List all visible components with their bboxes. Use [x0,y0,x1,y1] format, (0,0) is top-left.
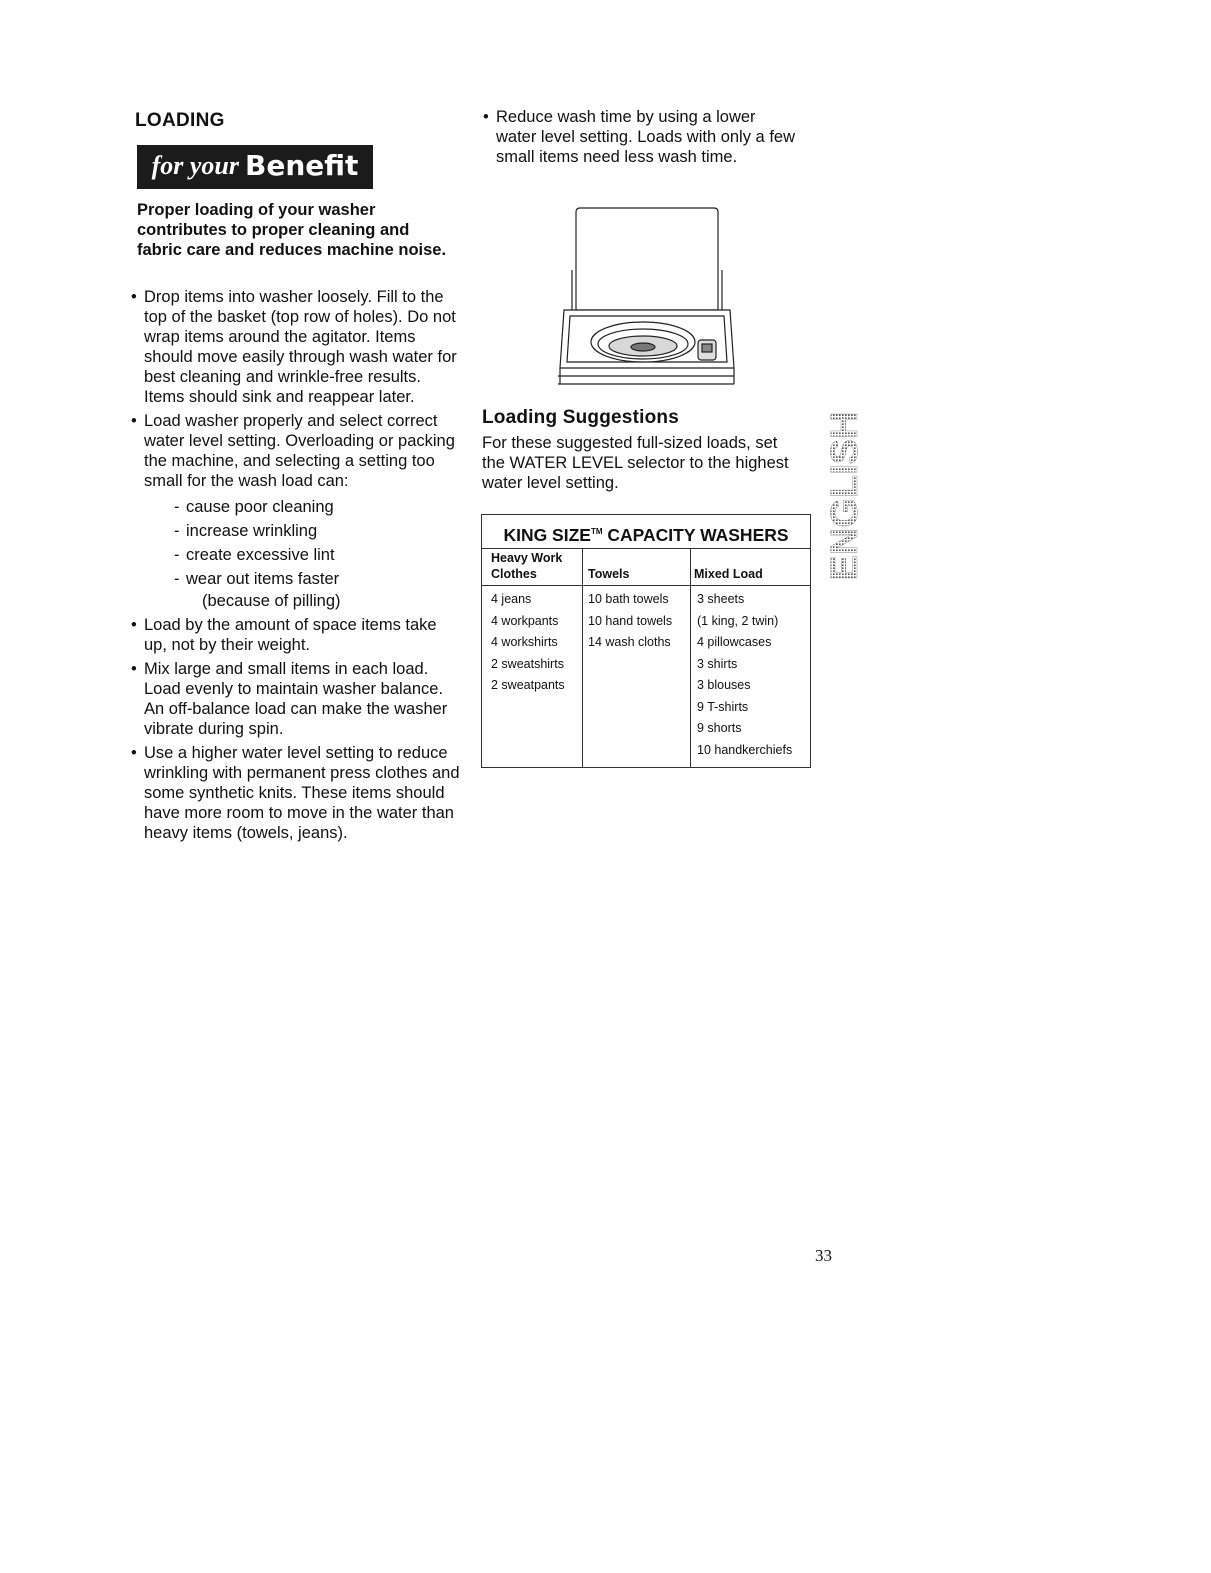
list-item: 2 sweatshirts [491,656,564,671]
effect-lint: - create excessive lint [144,543,463,567]
page-number: 33 [815,1246,832,1265]
overload-effects-list [144,495,463,611]
tip-reduce-wash-time [480,107,800,171]
table-title-king-size: KING SIZE [503,525,591,545]
list-item: 10 bath towels [588,592,669,606]
list-item: 4 workshirts [491,635,558,649]
effect-wear-out-text: wear out items faster [186,570,340,588]
column-header-heavy-work-clothes [491,550,562,582]
list-item: (1 king, 2 twin) [697,613,779,628]
list-item: 4 pillowcases [697,635,772,649]
list-item: 4 jeans [491,592,532,606]
tip-drop-loosely: • Drop items into washer loosely. Fill to the top of the basket (top row of holes). Do not wrap items around the agitator. Items should move easily through wash water for best cleaning and wrinkle-free results. Items should sink and reappear later. [128,287,463,407]
effect-wear-out-note: (because of pilling) [202,592,341,610]
list-item: 14 wash cloths [588,635,671,649]
column-header-line: Heavy Work [491,551,563,565]
washer-open-lid-image [548,200,738,390]
table-title [482,515,810,549]
list-item: 10 handkerchiefs [697,742,793,757]
tip-reduce-wash-time-text: • Reduce wash time by using a lower water level setting. Loads with only a few small items need less wash time. [480,107,800,167]
badge-benefit-text: Benefit [245,149,359,182]
capacity-table [481,514,811,768]
language-side-tab [821,410,865,582]
list-item: 9 T-shirts [697,699,749,714]
tip-mix-items: • Mix large and small items in each load. Load evenly to maintain washer balance. An off-balance load can make the washer vibrate during spin. [128,659,463,739]
trademark-symbol: TM [590,527,603,536]
column-divider [690,548,691,767]
column-header-mixed-load: Mixed Load [694,567,763,581]
benefit-intro: Proper loading of your washer contributes to proper cleaning and fabric care and reduces machine noise. [137,201,447,259]
section-heading-loading: LOADING [135,110,225,131]
list-item: 4 workpants [491,613,559,628]
section-heading-loading-suggestions: Loading Suggestions [482,407,679,428]
table-title-rest: CAPACITY WASHERS [602,525,789,545]
column-header-line: Clothes [491,567,537,581]
towels-list [588,589,672,654]
tip-higher-water-level: • Use a higher water level setting to reduce wrinkling with permanent press clothes and some synthetic knits. These items should have more room to move in the water than heavy items (towels, jeans). [128,743,463,843]
list-item: 10 hand towels [588,613,673,628]
for-your-benefit-badge [137,145,373,189]
list-item: 2 sweatpants [491,678,565,692]
english-tab-graphic [821,410,865,582]
loading-suggestions-text: For these suggested full-sized loads, set the WATER LEVEL selector to the highest water level setting. [482,434,789,492]
column-divider [582,548,583,767]
effect-wear-out [144,567,463,611]
effect-poor-cleaning: - cause poor cleaning [144,495,463,519]
heavy-work-clothes-list [491,589,565,697]
mixed-load-list [697,589,792,761]
tip-load-properly [128,411,463,611]
column-header-towels: Towels [588,567,630,581]
list-item: 3 blouses [697,678,751,692]
tip-load-by-space: • Load by the amount of space items take up, not by their weight. [128,615,463,655]
effect-wrinkling: - increase wrinkling [144,519,463,543]
list-item: 3 sheets [697,592,745,606]
side-tab-text: ENGLISH [824,411,865,581]
header-rule [482,585,810,586]
list-item: 3 shirts [697,656,738,671]
list-item: 9 shorts [697,721,742,735]
tip-load-properly-text: Load washer properly and select correct water level setting. Overloading or packing the machine, and selecting a setting too small for the wash load can: [144,412,455,490]
loading-tips-list [128,287,463,847]
washer-illustration [548,200,738,395]
badge-script-text: for your [151,150,239,180]
